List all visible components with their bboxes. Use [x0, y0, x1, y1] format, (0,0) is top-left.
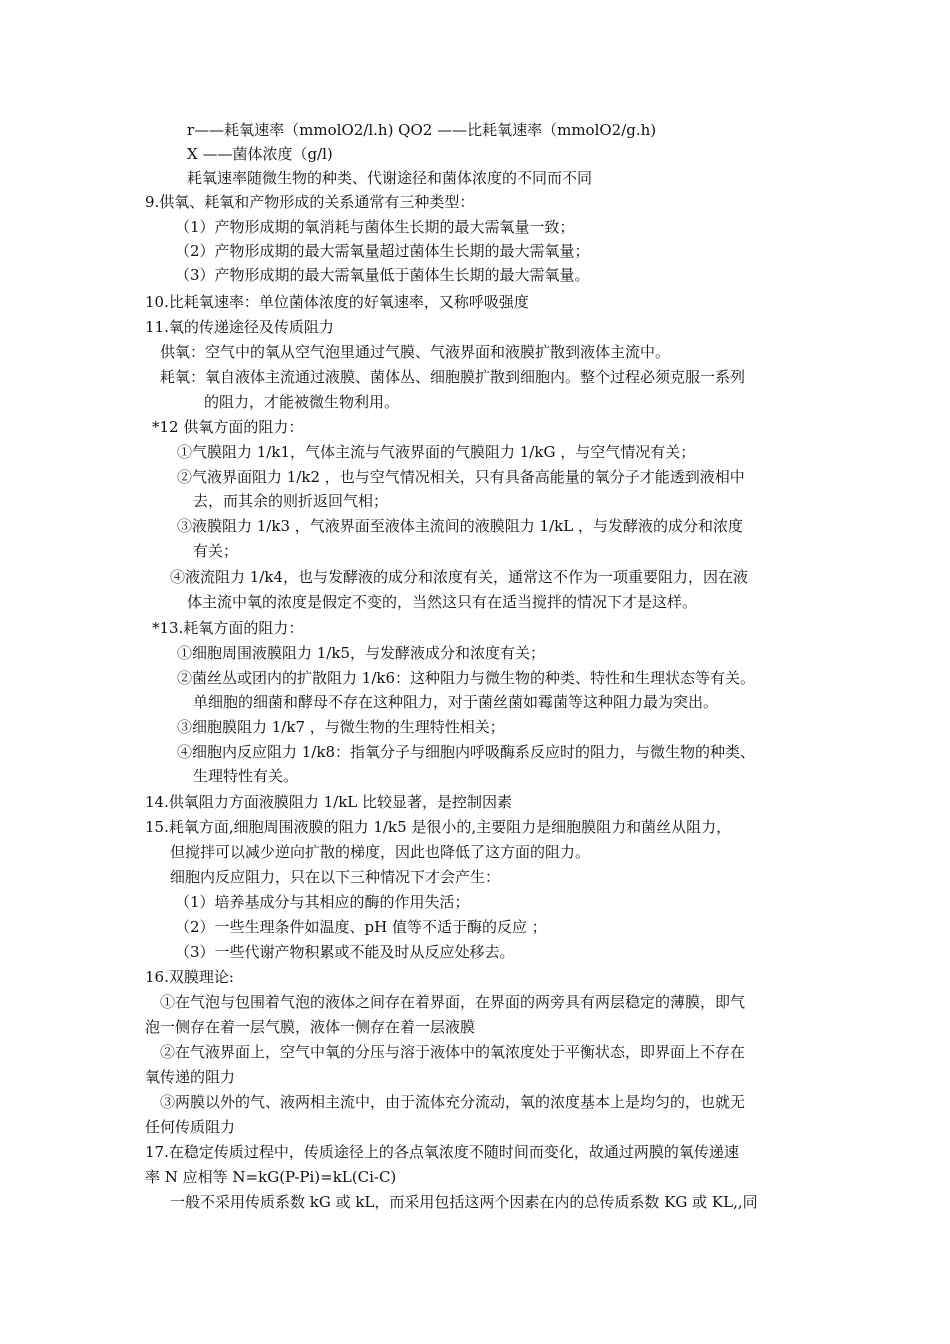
text-line: 生理特性有关。: [193, 767, 299, 785]
text-line: ④液流阻力 1/k4，也与发酵液的成分和浓度有关，通常这不作为一项重要阻力，因在液: [170, 568, 749, 586]
text-line: （3）一些代谢产物积累或不能及时从反应处移去。: [175, 943, 515, 961]
text-line: 14.供氧阻力方面液膜阻力 1/kL 比较显著，是控制因素: [145, 793, 513, 811]
text-line: 率 N 应相等 N=kG(P-Pi)=kL(Ci-C): [145, 1168, 397, 1186]
text-line: （2）一些生理条件如温度、pH 值等不适于酶的反应 ；: [175, 918, 547, 936]
text-line: 的阻力，才能被微生物利用。: [204, 393, 400, 411]
text-line: （2）产物形成期的最大需氧量超过菌体生长期的最大需氧量；: [175, 242, 590, 260]
text-line: 去，而其余的则折返回气相；: [193, 492, 389, 510]
text-line: 耗氧：氧自液体主流通过液膜、菌体丛、细胞膜扩散到细胞内。整个过程必须克服一系列: [160, 368, 746, 386]
text-line: （1）培养基成分与其相应的酶的作用失活；: [175, 893, 470, 911]
text-line: 但搅拌可以减少逆向扩散的梯度，因此也降低了这方面的阻力。: [170, 843, 591, 861]
text-line: 15.耗氧方面,细胞周围液膜的阻力 1/k5 是很小的,主要阻力是细胞膜阻力和菌丝从阻力，: [145, 818, 732, 836]
text-line: *12 供氧方面的阻力：: [152, 418, 304, 436]
text-line: 10.比耗氧速率：单位菌体浓度的好氧速率，又称呼吸强度: [145, 293, 529, 311]
text-line: 细胞内反应阻力，只在以下三种情况下才会产生：: [170, 868, 501, 886]
text-line: 17.在稳定传质过程中，传质途径上的各点氧浓度不随时间而变化，故通过两膜的氧传递速: [145, 1143, 739, 1161]
text-line: （3）产物形成期的最大需氧量低于菌体生长期的最大需氧量。: [175, 266, 590, 284]
text-line: ②在气液界面上，空气中氧的分压与溶于液体中的氧浓度处于平衡状态，即界面上不存在: [160, 1043, 746, 1061]
text-line: 一般不采用传质系数 kG 或 kL，而采用包括这两个因素在内的总传质系数 KG 或 KL,,同: [170, 1193, 758, 1211]
text-line: ③两膜以外的气、液两相主流中，由于流体充分流动，氧的浓度基本上是均匀的，也就无: [160, 1093, 746, 1111]
text-line: ③细胞膜阻力 1/k7 ，与微生物的生理特性相关；: [177, 718, 505, 736]
text-line: *13.耗氧方面的阻力：: [152, 619, 304, 637]
text-line: ①在气泡与包围着气泡的液体之间存在着界面，在界面的两旁具有两层稳定的薄膜，即气: [160, 993, 746, 1011]
text-line: ④细胞内反应阻力 1/k8：指氧分子与细胞内呼吸酶系反应时的阻力，与微生物的种类、: [177, 743, 756, 761]
text-line: 任何传质阻力: [145, 1118, 236, 1136]
text-line: （1）产物形成期的氧消耗与菌体生长期的最大需氧量一致；: [175, 218, 575, 236]
text-line: ①气膜阻力 1/k1，气体主流与气液界面的气膜阻力 1/kG ，与空气情况有关；: [177, 443, 696, 461]
text-line: ②气液界面阻力 1/k2 ，也与空气情况相关，只有具备高能量的氧分子才能透到液相中: [177, 468, 745, 486]
text-line: 供氧：空气中的氧从空气泡里通过气膜、气液界面和液膜扩散到液体主流中。: [160, 343, 671, 361]
text-line: r——耗氧速率（mmolO2/l.h) QO2 ——比耗氧速率（mmolO2/g.h): [187, 121, 657, 139]
text-line: 单细胞的细菌和酵母不存在这种阻力，对于菌丝菌如霉菌等这种阻力最为突出。: [193, 693, 719, 711]
text-line: 9.供氧、耗氧和产物形成的关系通常有三种类型：: [145, 193, 475, 211]
text-line: 16.双膜理论:: [145, 968, 234, 986]
text-line: 有关；: [193, 542, 239, 560]
text-line: 泡一侧存在着一层气膜，液体一侧存在着一层液膜: [145, 1018, 476, 1036]
text-line: 氧传递的阻力: [145, 1068, 236, 1086]
text-line: 11.氧的传递途径及传质阻力: [145, 318, 334, 336]
text-line: ③液膜阻力 1/k3 ，气液界面至液体主流间的液膜阻力 1/kL ，与发酵液的成分和浓度: [177, 517, 743, 535]
text-line: 耗氧速率随微生物的种类、代谢途径和菌体浓度的不同而不同: [187, 169, 593, 187]
text-line: 体主流中氧的浓度是假定不变的，当然这只有在适当搅拌的情况下才是这样。: [187, 593, 698, 611]
text-line: ②菌丝丛或团内的扩散阻力 1/k6：这种阻力与微生物的种类、特性和生理状态等有关。: [177, 669, 756, 687]
text-line: X ——菌体浓度（g/l): [187, 145, 333, 163]
text-line: ①细胞周围液膜阻力 1/k5，与发酵液成分和浓度有关；: [177, 644, 546, 662]
